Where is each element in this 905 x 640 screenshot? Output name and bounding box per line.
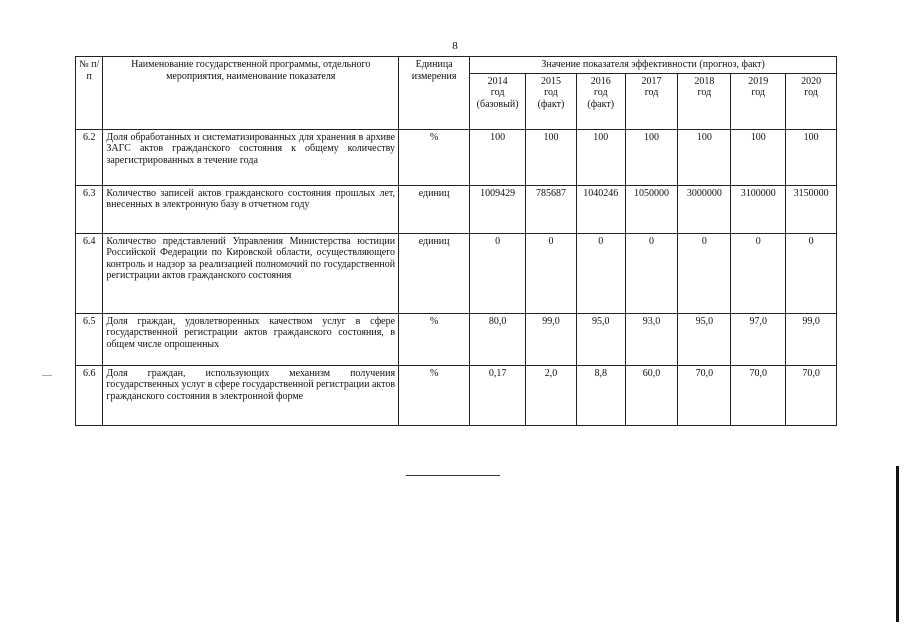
row-num: 6.5	[76, 313, 103, 365]
indicators-table	[75, 56, 837, 426]
header-num: № п/п	[76, 57, 103, 130]
header-year-year: 2020	[801, 75, 822, 87]
header-year-2014	[470, 73, 526, 129]
row-value-2020: 70,0	[786, 365, 837, 425]
row-value-2015: 785687	[526, 185, 577, 233]
header-year-year: 2015	[540, 75, 561, 87]
row-value-2020: 100	[786, 129, 837, 185]
row-value-2016: 1040246	[576, 185, 625, 233]
row-value-2018: 70,0	[678, 365, 731, 425]
table-header	[76, 57, 837, 130]
row-unit: единиц	[399, 185, 470, 233]
row-value-2014: 100	[470, 129, 526, 185]
row-indicator-name: Доля обработанных и систематизированных для хранения в архиве ЗАГС актов гражданского состояния к общему количеству зарегистрированных в течение года	[103, 129, 399, 185]
header-year-year: 2016	[590, 75, 611, 87]
row-unit: единиц	[399, 233, 470, 313]
scan-edge-line	[896, 466, 899, 622]
row-unit: %	[399, 365, 470, 425]
header-year-note: (базовый)	[476, 98, 519, 110]
row-value-2016: 100	[576, 129, 625, 185]
table-row	[76, 365, 837, 425]
row-value-2016: 8,8	[576, 365, 625, 425]
row-indicator-name: Доля граждан, удовлетворенных качеством услуг в сфере государственной регистрации актов гражданского состояния, в общем числе опрошенных	[103, 313, 399, 365]
row-value-2014: 80,0	[470, 313, 526, 365]
row-value-2019: 97,0	[731, 313, 786, 365]
row-value-2020: 0	[786, 233, 837, 313]
row-value-2019: 100	[731, 129, 786, 185]
row-value-2017: 0	[625, 233, 678, 313]
table-row	[76, 313, 837, 365]
row-unit: %	[399, 129, 470, 185]
table-row	[76, 185, 837, 233]
table-row	[76, 129, 837, 185]
row-value-2019: 0	[731, 233, 786, 313]
header-year-2015	[526, 73, 577, 129]
row-value-2020: 3150000	[786, 185, 837, 233]
row-value-2017: 1050000	[625, 185, 678, 233]
row-indicator-name: Доля граждан, использующих механизм получения государственных услуг в сфере государственной регистрации актов гражданского состояния в электронной форме	[103, 365, 399, 425]
row-value-2019: 70,0	[731, 365, 786, 425]
header-year-suffix: год	[644, 87, 659, 98]
table-body	[76, 129, 837, 425]
section-divider	[406, 475, 500, 476]
header-year-suffix: год	[544, 87, 558, 98]
row-value-2018: 3000000	[678, 185, 731, 233]
row-value-2016: 0	[576, 233, 625, 313]
row-value-2017: 93,0	[625, 313, 678, 365]
header-year-2017	[625, 73, 678, 129]
row-num: 6.6	[76, 365, 103, 425]
row-value-2014: 0,17	[470, 365, 526, 425]
header-year-suffix: год	[804, 87, 818, 98]
header-name: Наименование государственной программы, отдельного мероприятия, наименование показателя	[103, 57, 399, 130]
row-value-2015: 100	[526, 129, 577, 185]
header-year-2020	[786, 73, 837, 129]
page-number: 8	[452, 40, 458, 52]
row-value-2015: 0	[526, 233, 577, 313]
row-value-2020: 99,0	[786, 313, 837, 365]
row-num: 6.2	[76, 129, 103, 185]
header-year-2016	[576, 73, 625, 129]
row-value-2014: 1009429	[470, 185, 526, 233]
row-value-2018: 0	[678, 233, 731, 313]
row-value-2015: 99,0	[526, 313, 577, 365]
row-value-2019: 3100000	[731, 185, 786, 233]
row-value-2016: 95,0	[576, 313, 625, 365]
row-num: 6.4	[76, 233, 103, 313]
header-year-suffix: год	[490, 87, 505, 98]
header-year-2018	[678, 73, 731, 129]
header-year-note: (факт)	[587, 98, 615, 110]
row-unit: %	[399, 313, 470, 365]
row-value-2015: 2,0	[526, 365, 577, 425]
row-value-2018: 95,0	[678, 313, 731, 365]
table-row	[76, 233, 837, 313]
row-indicator-name: Количество представлений Управления Министерства юстиции Российской Федерации по Кировской области, осуществляющего контроль и надзор за реализацией полномочий по государственной регистрации актов гражданского состояния	[103, 233, 399, 313]
row-value-2017: 60,0	[625, 365, 678, 425]
header-unit: Единица измерения	[399, 57, 470, 130]
header-year-note: (факт)	[537, 98, 565, 110]
row-num: 6.3	[76, 185, 103, 233]
row-value-2018: 100	[678, 129, 731, 185]
header-year-suffix: год	[593, 87, 608, 98]
header-year-year: 2018	[694, 75, 715, 87]
header-year-year: 2019	[748, 75, 769, 87]
header-year-2019	[731, 73, 786, 129]
scan-mark	[42, 375, 52, 376]
header-year-suffix: год	[751, 87, 766, 98]
row-value-2017: 100	[625, 129, 678, 185]
header-values-group: Значение показателя эффективности (прогноз, факт)	[470, 57, 837, 74]
row-indicator-name: Количество записей актов гражданского состояния прошлых лет, внесенных в электронную базу в отчетном году	[103, 185, 399, 233]
header-year-year: 2017	[641, 75, 662, 87]
header-year-suffix: год	[697, 87, 712, 98]
header-year-year: 2014	[487, 75, 508, 87]
row-value-2014: 0	[470, 233, 526, 313]
